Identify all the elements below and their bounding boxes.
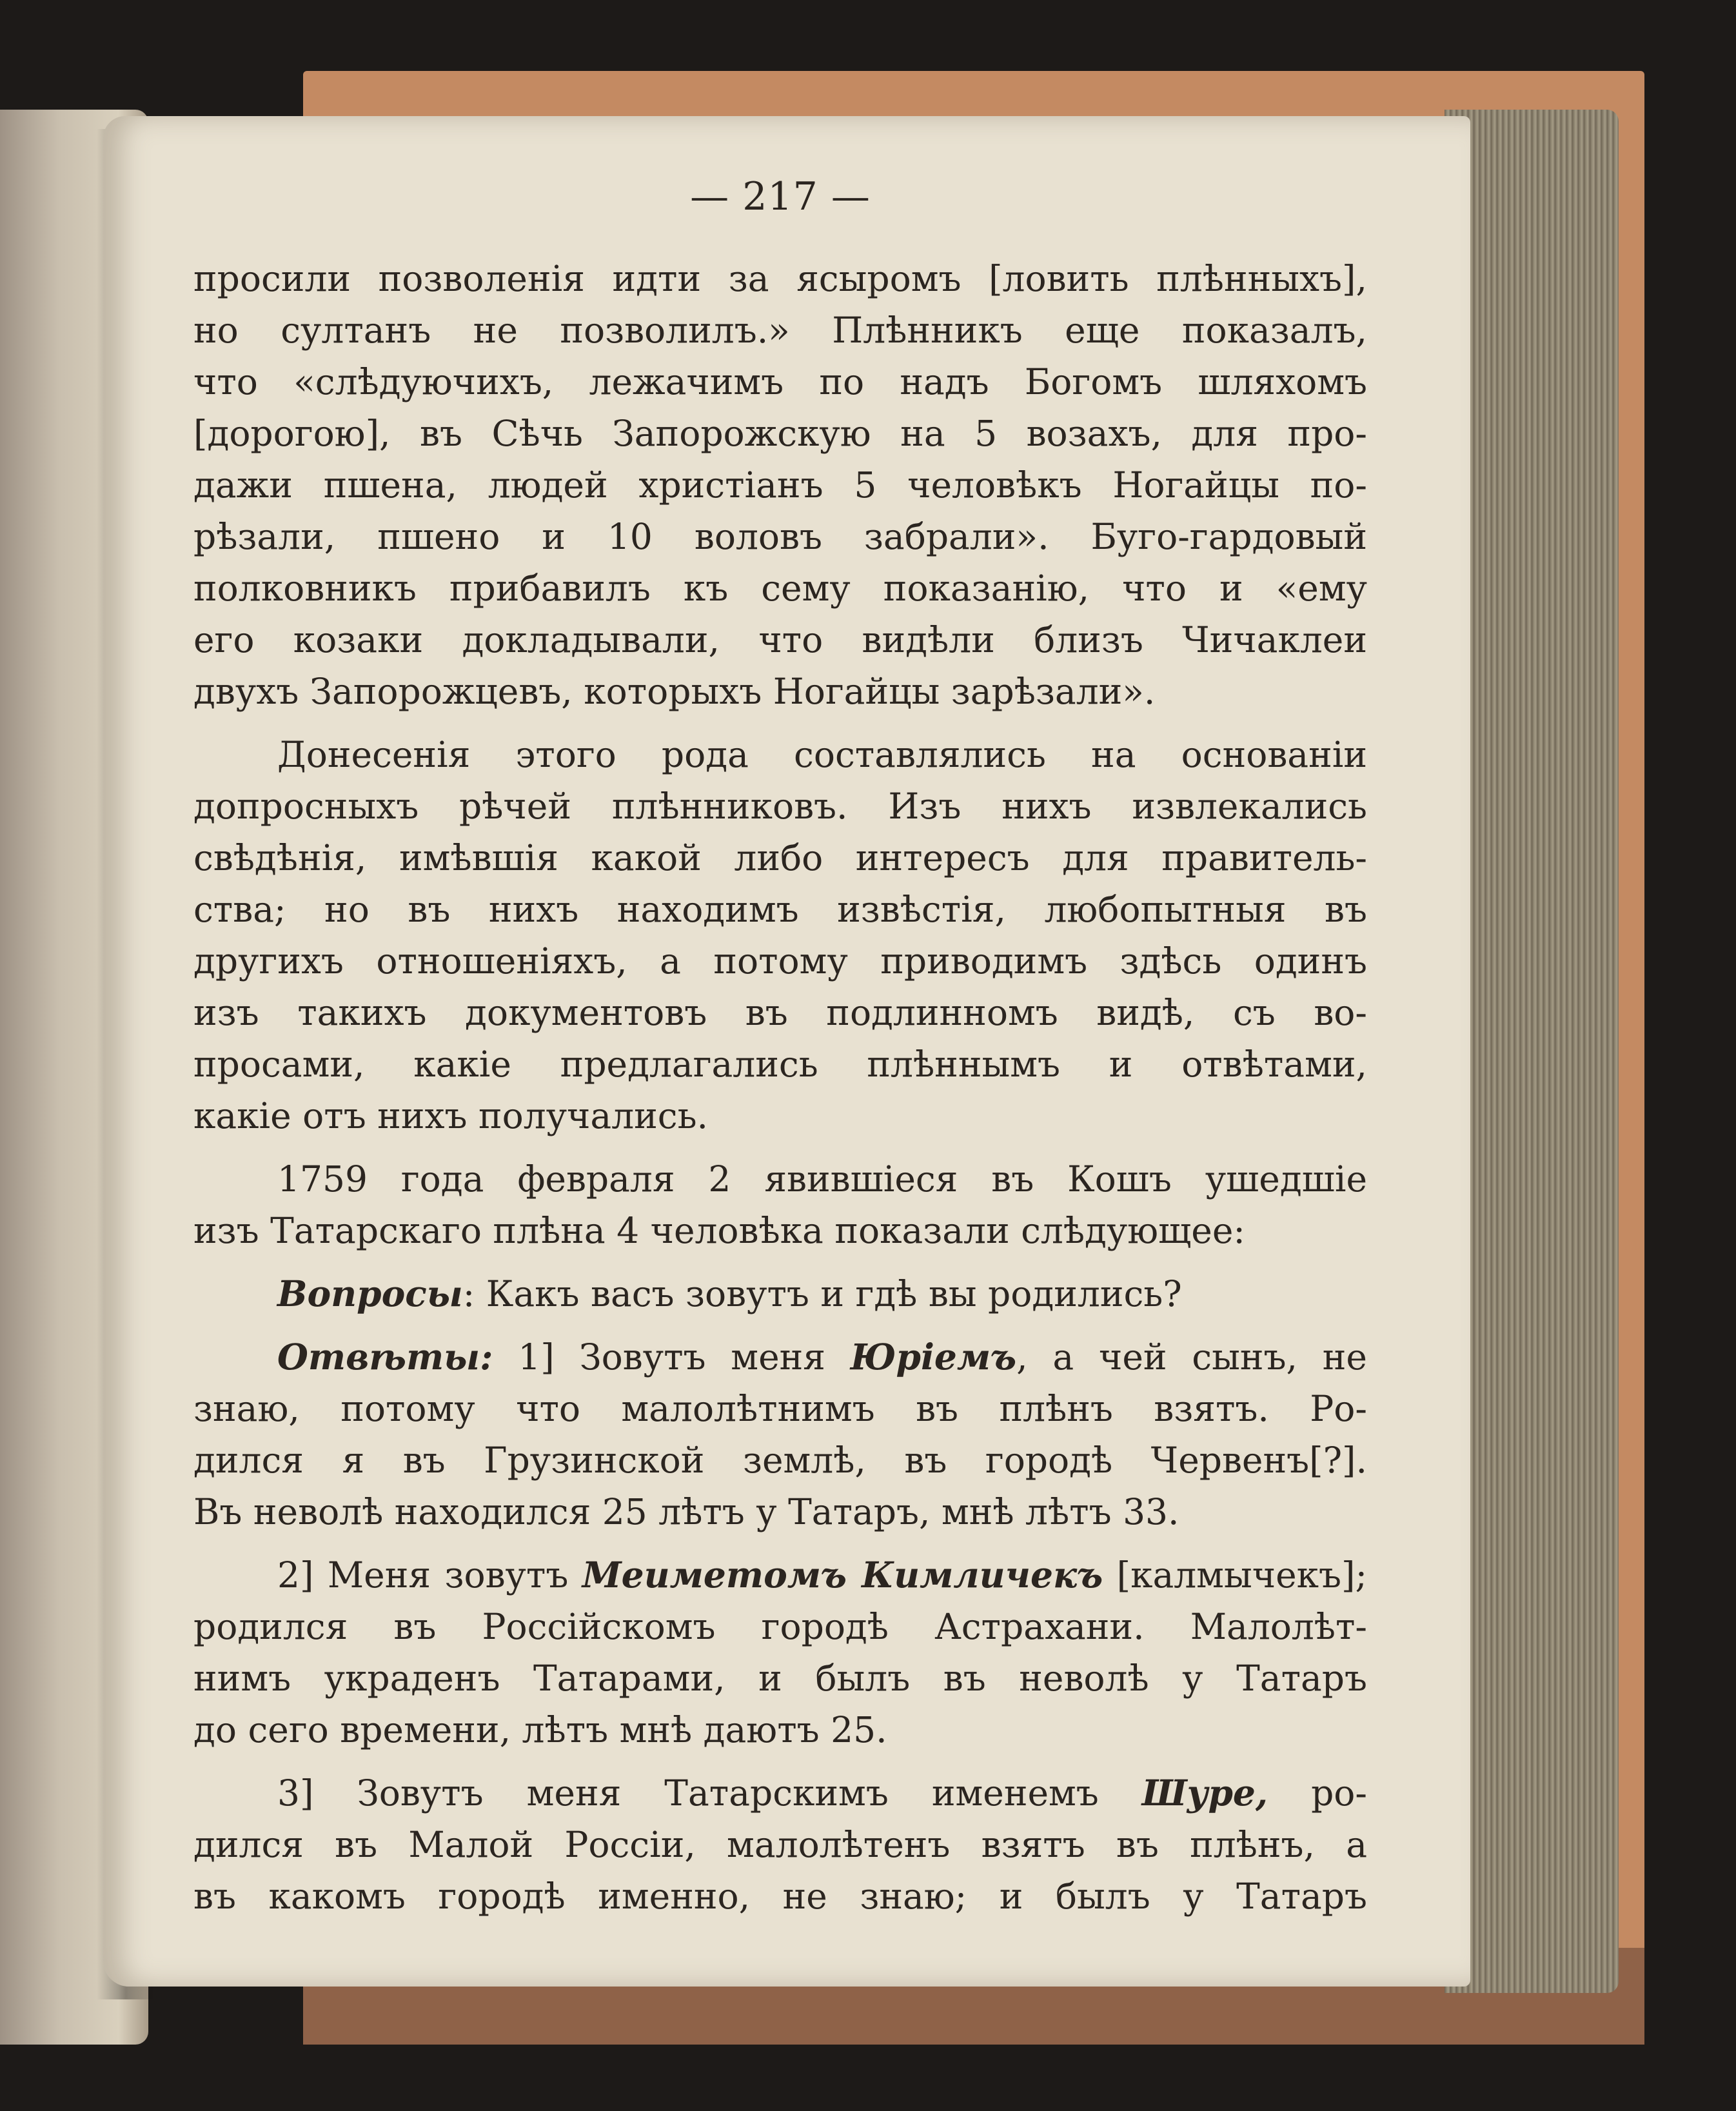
text-line	[193, 666, 1367, 717]
text-line	[193, 1819, 1367, 1870]
text-segment: что «слѣдуючихъ, лежачимъ по надъ Богомъ шляхомъ	[193, 361, 1367, 402]
text-segment: дажи пшена, людей христіанъ 5 человѣкъ Ногайцы по-	[193, 464, 1367, 506]
text-line	[193, 1038, 1367, 1090]
page-block-edges	[1445, 110, 1619, 1993]
text-segment: Донесенія этого рода составлялись на основаніи	[277, 734, 1367, 775]
text-line	[193, 884, 1367, 935]
text-line	[193, 729, 1367, 780]
text-segment: другихъ отношеніяхъ, а потому приводимъ здѣсь одинъ	[193, 940, 1367, 982]
text-segment: 3] Зовутъ меня Татарскимъ именемъ	[277, 1772, 1142, 1814]
text-line	[193, 1704, 1367, 1756]
text-line	[193, 780, 1367, 832]
page-content	[193, 174, 1367, 1922]
text-segment: дился я въ Грузинской землѣ, въ городѣ Червенъ[?].	[193, 1440, 1367, 1481]
text-segment: допросныхъ рѣчей плѣнниковъ. Изъ нихъ извлекались	[193, 786, 1367, 827]
text-line	[193, 1205, 1367, 1256]
italic-text: Шуре,	[1141, 1772, 1268, 1814]
text-segment: до сего времени, лѣтъ мнѣ даютъ 25.	[193, 1709, 887, 1750]
text-line	[193, 614, 1367, 666]
text-line	[193, 1090, 1367, 1142]
text-segment: : Какъ васъ зовутъ и гдѣ вы родились?	[462, 1273, 1182, 1314]
text-line	[193, 356, 1367, 408]
text-segment: знаю, потому что малолѣтнимъ въ плѣнъ взятъ. Ро-	[193, 1388, 1367, 1429]
text-line	[193, 1601, 1367, 1652]
text-line	[193, 1486, 1367, 1538]
text-segment: полковникъ прибавилъ къ сему показанію, что и «ему	[193, 568, 1367, 609]
text-segment: рѣзали, пшено и 10 воловъ забрали». Буго-гардовый	[193, 516, 1367, 557]
text-line	[193, 1331, 1367, 1383]
text-segment: въ какомъ городѣ именно, не знаю; и былъ у Татаръ	[193, 1876, 1367, 1917]
text-line	[193, 1268, 1367, 1320]
text-segment: но султанъ не позволилъ.» Плѣнникъ еще показалъ,	[193, 310, 1367, 351]
text-segment: 1759 года февраля 2 явившіеся въ Кошъ ушедшіе	[277, 1158, 1367, 1200]
book-page	[103, 116, 1470, 1987]
text-segment: ства; но въ нихъ находимъ извѣстія, любопытныя въ	[193, 889, 1367, 930]
text-segment: 1] Зовутъ меня	[493, 1336, 851, 1378]
text-line	[193, 1870, 1367, 1922]
italic-text: Меиметомъ Кимличекъ	[582, 1554, 1103, 1596]
text-line	[193, 562, 1367, 614]
text-line	[193, 1153, 1367, 1205]
page-text	[193, 253, 1367, 1922]
text-line	[193, 511, 1367, 562]
text-line	[193, 935, 1367, 987]
text-line	[193, 1549, 1367, 1601]
text-line	[193, 1652, 1367, 1704]
text-segment: [дорогою], въ Сѣчь Запорожскую на 5 возахъ, для про-	[193, 413, 1367, 454]
text-segment: дился въ Малой Россіи, малолѣтенъ взятъ въ плѣнъ, а	[193, 1824, 1367, 1865]
text-segment: , а чей сынъ, не	[1016, 1336, 1367, 1378]
text-segment: родился въ Россійскомъ городѣ Астрахани. Малолѣт-	[193, 1606, 1367, 1647]
italic-text: Отвѣты:	[277, 1336, 493, 1378]
italic-text: Юріемъ	[850, 1336, 1017, 1378]
text-segment: [калмычекъ];	[1103, 1554, 1367, 1596]
page-number: — 217 —	[690, 174, 871, 219]
text-line	[193, 1767, 1367, 1819]
text-segment: свѣдѣнія, имѣвшія какой либо интересъ для правитель-	[193, 837, 1367, 878]
text-segment: просили позволенія идти за ясыромъ [ловить плѣнныхъ],	[193, 258, 1367, 299]
text-line	[193, 459, 1367, 511]
text-segment: ро-	[1268, 1772, 1367, 1814]
text-segment: двухъ Запорожцевъ, которыхъ Ногайцы зарѣзали».	[193, 671, 1156, 712]
text-line	[193, 304, 1367, 356]
text-line	[193, 1434, 1367, 1486]
text-segment: какіе отъ нихъ получались.	[193, 1095, 709, 1136]
text-line	[193, 408, 1367, 459]
text-line	[193, 253, 1367, 304]
text-segment: его козаки докладывали, что видѣли близъ Чичаклеи	[193, 619, 1367, 660]
text-line	[193, 1383, 1367, 1434]
text-line	[193, 987, 1367, 1038]
text-line	[193, 832, 1367, 884]
text-segment: изъ Татарскаго плѣна 4 человѣка показали слѣдующее:	[193, 1210, 1245, 1251]
text-segment: нимъ украденъ Татарами, и былъ въ неволѣ у Татаръ	[193, 1658, 1367, 1699]
text-segment: изъ такихъ документовъ въ подлинномъ видѣ, съ во-	[193, 992, 1367, 1033]
text-segment: 2] Меня зовутъ	[277, 1554, 582, 1596]
text-segment: Въ неволѣ находился 25 лѣтъ у Татаръ, мнѣ лѣтъ 33.	[193, 1491, 1179, 1532]
text-segment: просами, какіе предлагались плѣннымъ и отвѣтами,	[193, 1044, 1367, 1085]
italic-text: Вопросы	[277, 1273, 463, 1314]
